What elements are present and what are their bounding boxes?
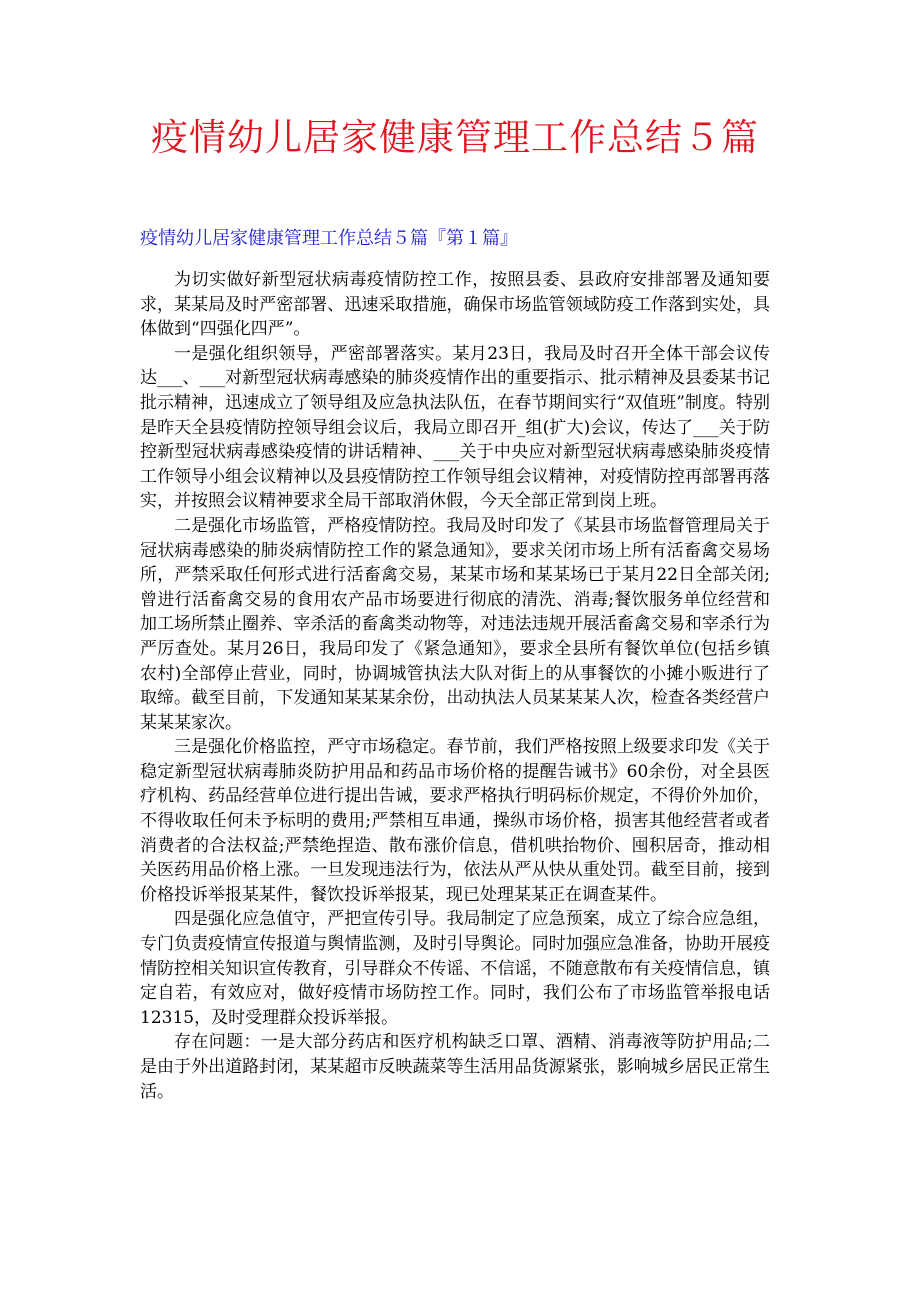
- paragraph-price-monitoring: 三是强化价格监控，严守市场稳定。春节前，我们严格按照上级要求印发《关于稳定新型冠状病毒肺炎防护用品和药品市场价格的提醒告诫书》60余份，对全县医疗机构、药品经营单位进行提出告诫，要求严格执行明码标价规定，不得价外加价，不得收取任何未予标明的费用;严禁相互串通，操纵市场价格，损害其他经营者或者消费者的合法权益;严禁绝捏造、散布涨价信息，借机哄抬物价、囤积居奇，推动相关医药用品价格上涨。一旦发现违法行为，依法从严从快从重处罚。截至目前，接到价格投诉举报某某件，餐饮投诉举报某，现已处理某某正在调查某件。: [140, 737, 770, 905]
- paragraph-market-supervision: 二是强化市场监管，严格疫情防控。我局及时印发了《某县市场监督管理局关于冠状病毒感染的肺炎病情防控工作的紧急通知》，要求关闭市场上所有活畜禽交易场所，严禁采取任何形式进行活畜禽交易，某某市场和某某场已于某月22日全部关闭;曾进行活畜禽交易的食用农产品市场要进行彻底的清洗、消毒;餐饮服务单位经营和加工场所禁止圈养、宰杀活的畜禽类动物等，对违法违规开展活畜禽交易和宰杀行为严厉查处。某月26日，我局印发了《紧急通知》，要求全县所有餐饮单位(包括乡镇农村)全部停止营业，同时，协调城管执法大队对街上的从事餐饮的小摊小贩进行了取缔。截至目前，下发通知某某某余份，出动执法人员某某某人次，检查各类经营户某某某家次。: [140, 515, 770, 733]
- paragraph-intro: 为切实做好新型冠状病毒疫情防控工作，按照县委、县政府安排部署及通知要求，某某局及时严密部署、迅速采取措施，确保市场监管领域防疫工作落到实处，具体做到“四强化四严”。: [140, 270, 770, 340]
- document-title: 疫情幼儿居家健康管理工作总结５篇: [151, 116, 759, 159]
- paragraph-problems: 存在问题：一是大部分药店和医疗机构缺乏口罩、酒精、消毒液等防护用品;二是由于外出道路封闭，某某超市反映蔬菜等生活用品货源紧张，影响城乡居民正常生活。: [140, 1032, 770, 1102]
- paragraph-organization: 一是强化组织领导，严密部署落实。某月23日，我局及时召开全体干部会议传达___、___对新型冠状病毒感染的肺炎疫情作出的重要指示、批示精神及县委某书记批示精神，迅速成立了领导组及应急执法队伍，在春节期间实行“双值班”制度。特别是昨天全县疫情防控领导组会议后，我局立即召开_组(扩大)会议，传达了___关于防控新型冠状病毒感染疫情的讲话精神、___关于中央应对新型冠状病毒感染肺炎疫情工作领导小组会议精神以及县疫情防控工作领导组会议精神，对疫情防控再部署再落实，并按照会议精神要求全局干部取消休假，今天全部正常到岗上班。: [140, 343, 770, 512]
- paragraph-emergency-duty: 四是强化应急值守，严把宣传引导。我局制定了应急预案，成立了综合应急组，专门负责疫情宣传报道与舆情监测，及时引导舆论。同时加强应急准备，协助开展疫情防控相关知识宣传教育，引导群众不传谣、不信谣，不随意散布有关疫情信息，镇定自若，有效应对，做好疫情市场防控工作。同时，我们公布了市场监管举报电话12315，及时受理群众投诉举报。: [140, 909, 770, 1028]
- section-title: 疫情幼儿居家健康管理工作总结５篇『第１篇』: [140, 228, 518, 249]
- document-body: [140, 268, 770, 1104]
